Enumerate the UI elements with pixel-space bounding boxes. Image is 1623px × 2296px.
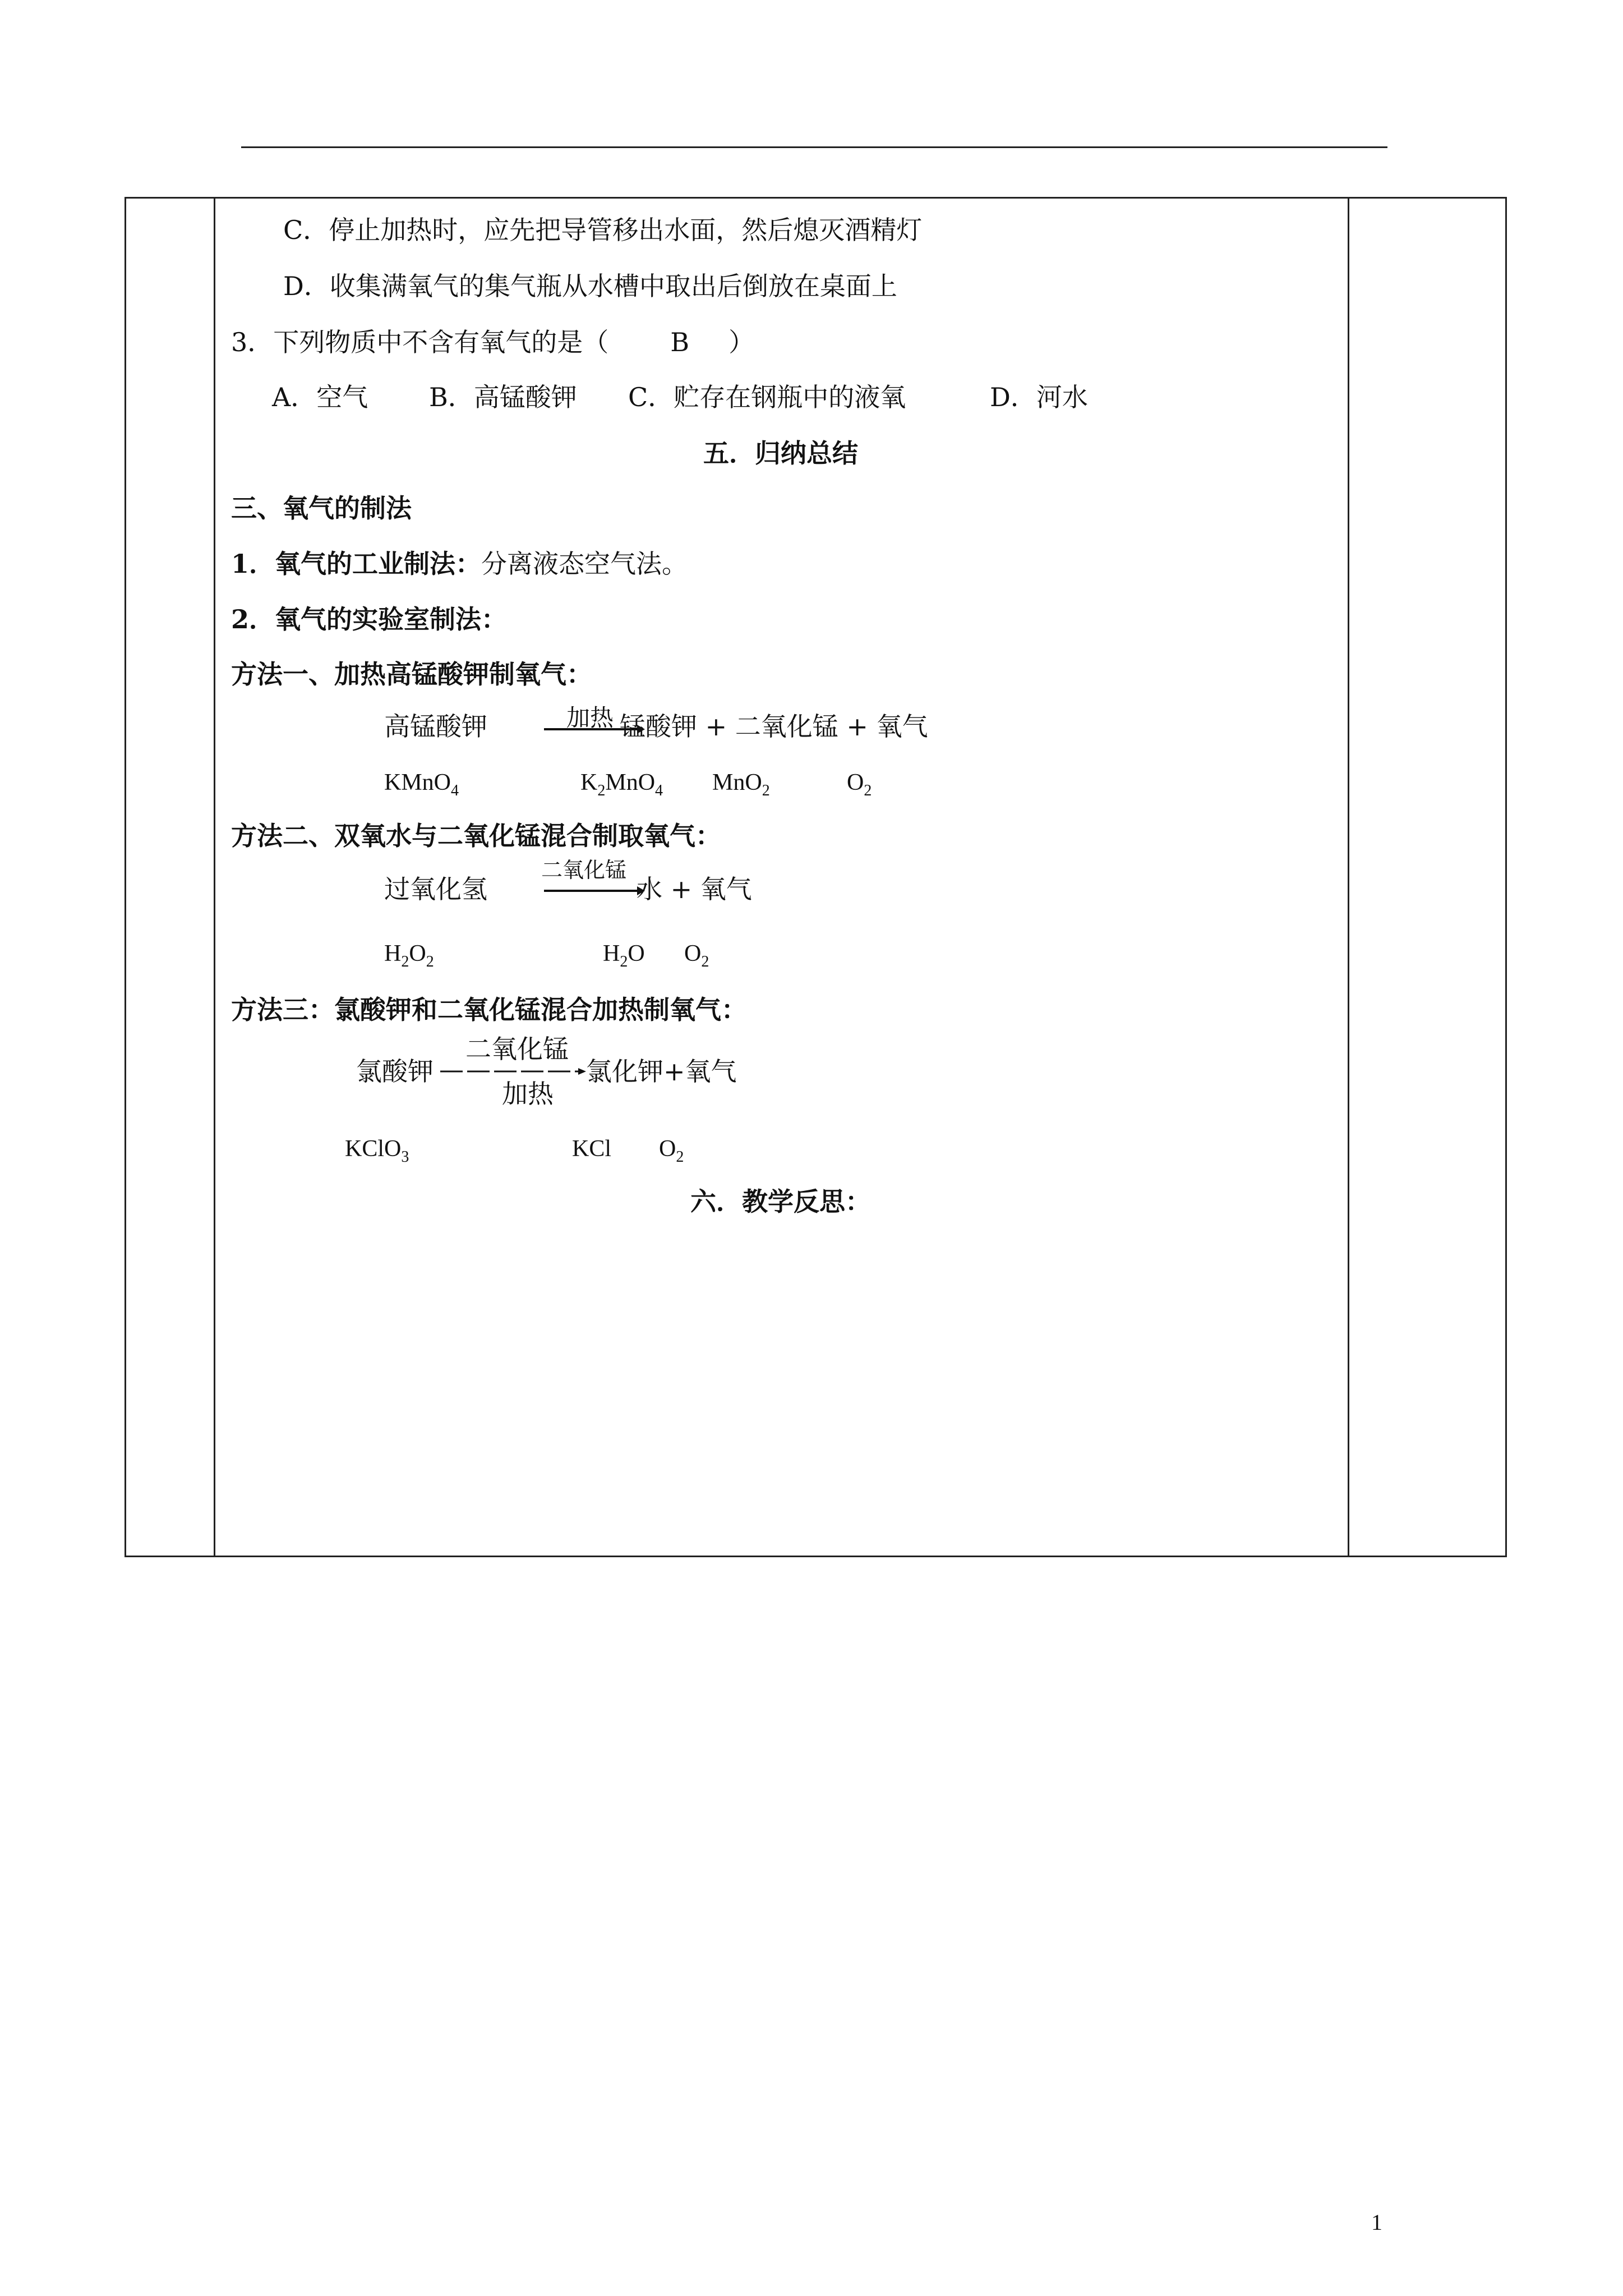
question-3-stem: 3．下列物质中不含有氧气的是（ B ） — [231, 327, 755, 357]
method-3-condition-bottom: 加热 — [502, 1079, 554, 1109]
method-2-condition: 二氧化锰 — [541, 858, 627, 882]
method-1-reactant: 高锰酸钾 — [384, 711, 487, 742]
header-rule — [241, 146, 1387, 148]
method-1-formula-o2: $O_2$ — [847, 770, 872, 799]
method-1-formula-mno2: MnO$_2$ — [712, 770, 770, 799]
method-3-formula-o2: $O_2$ — [659, 1136, 684, 1166]
method-2-products: 水 + 氧气 — [637, 874, 752, 904]
method-3-title: 方法三：氯酸钾和二氧化锰混合加热制氧气： — [231, 995, 747, 1025]
method-3-condition-top: 二氧化锰 — [465, 1034, 569, 1064]
question-3-answer: B — [670, 327, 690, 357]
option-d: D．收集满氧气的集气瓶从水槽中取出后倒放在桌面上 — [283, 271, 897, 301]
summary-heading: 五．归纳总结 — [703, 438, 858, 468]
method-3-arrow — [440, 1065, 586, 1078]
method-2-title: 方法二、双氧水与二氧化锰混合制取氧气： — [231, 821, 721, 851]
reflection-heading: 六．教学反思： — [690, 1186, 871, 1217]
question-3-option-b: B．高锰酸钾 — [429, 382, 577, 412]
method-1-condition: 加热 — [566, 704, 614, 731]
method-3-reactant: 氯酸钾 — [356, 1056, 434, 1087]
method-1-products: 锰酸钾 + 二氧化锰 + 氧气 — [620, 711, 928, 742]
method-2-reactant: 过氧化氢 — [384, 874, 487, 904]
method-1-title: 方法一、加热高锰酸钾制氧气： — [231, 659, 592, 689]
question-3-option-c: C．贮存在钢瓶中的液氧 — [628, 382, 906, 412]
item-1: 1．氧气的工业制法：分离液态空气法。 — [231, 549, 688, 579]
question-3-option-a: A．空气 — [272, 382, 368, 412]
method-2-formula-h2o2: $H_2O_2$ — [384, 941, 434, 970]
method-2-formula-h2o: $H_2O$ — [603, 941, 645, 970]
method-1-formula-kmno4: KMnO$_4$ — [384, 770, 459, 799]
option-c: C．停止加热时，应先把导管移出水面，然后熄灭酒精灯 — [283, 215, 923, 245]
item-2: 2．氧气的实验室制法： — [231, 604, 508, 634]
section-title: 三、氧气的制法 — [231, 493, 412, 523]
method-3-formula-kcl: KCl — [572, 1136, 612, 1162]
method-1-formula-k2mno4: $K_2MnO_4$ — [580, 770, 663, 799]
page-number: 1 — [1371, 2210, 1382, 2235]
method-2-formula-o2: $O_2$ — [684, 941, 709, 970]
question-3-option-d: D．河水 — [990, 382, 1088, 412]
method-2-arrow — [544, 884, 645, 898]
method-3-products: 氯化钾+氧气 — [586, 1056, 737, 1087]
method-3-formula-kclo3: KClO$_3$ — [345, 1136, 409, 1166]
table-column-divider-right — [1348, 197, 1349, 1557]
table-column-divider-left — [214, 197, 215, 1557]
